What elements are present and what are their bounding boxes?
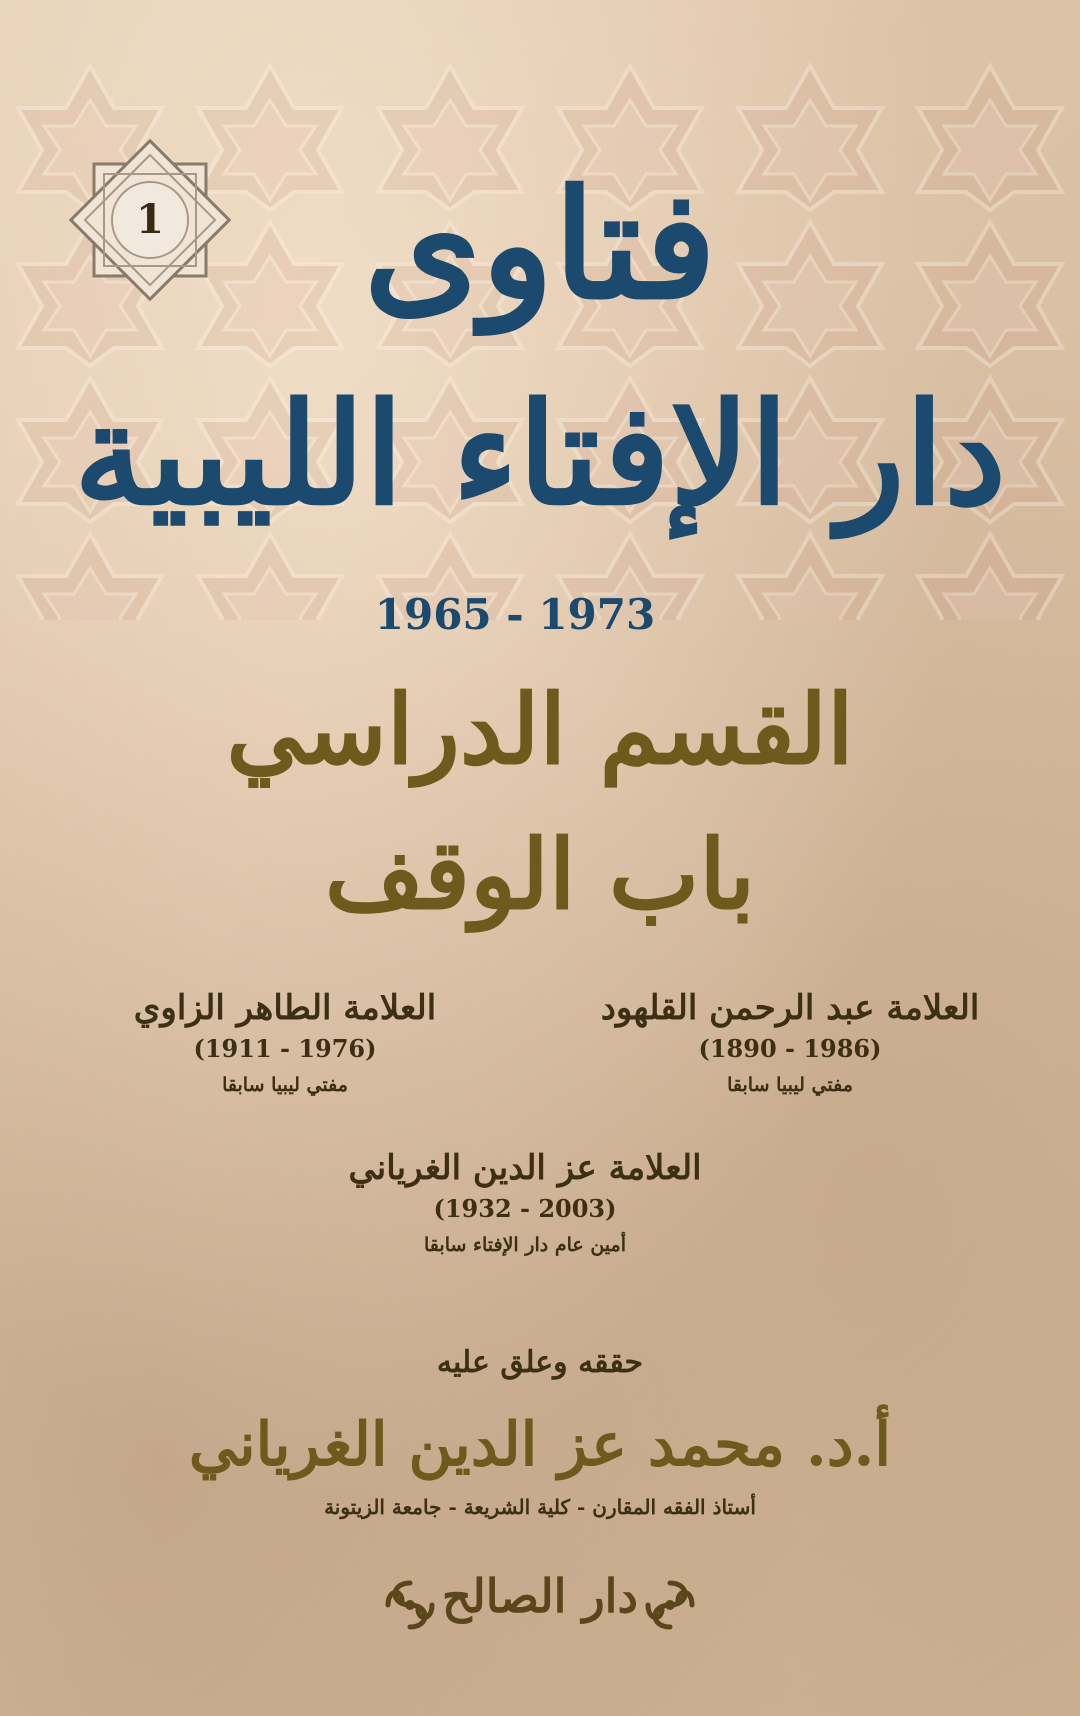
volume-number: 1 bbox=[136, 196, 164, 243]
ornament-left-icon bbox=[380, 1575, 440, 1635]
author-years: (1911 - 1976) bbox=[193, 1034, 377, 1063]
author-block-ghariani bbox=[310, 1145, 740, 1263]
author-role: أمين عام دار الإفتاء سابقا bbox=[424, 1234, 626, 1256]
editor-name: أ.د. محمد عز الدين الغرياني bbox=[188, 1410, 892, 1480]
title-line-1: فتاوى bbox=[363, 157, 717, 333]
publisher-name: دار الصالح bbox=[442, 1569, 638, 1623]
author-years: (1890 - 1986) bbox=[698, 1034, 882, 1063]
author-name: العلامة عز الدين الغرياني bbox=[348, 1148, 702, 1188]
publisher-logo bbox=[380, 1565, 700, 1645]
title-line-2: دار الإفتاء الليبية bbox=[73, 373, 1007, 537]
ornament-right-icon bbox=[640, 1575, 700, 1635]
author-name: العلامة الطاهر الزاوي bbox=[133, 988, 437, 1028]
author-years: (1932 - 2003) bbox=[433, 1194, 617, 1223]
author-role: مفتي ليبيا سابقا bbox=[222, 1074, 348, 1096]
author-block-qalhud bbox=[575, 985, 1005, 1103]
editor-intro: حققه وعلق عليه bbox=[436, 1345, 644, 1380]
author-block-zawi bbox=[70, 985, 500, 1103]
subtitle-line-1: القسم الدراسي bbox=[226, 673, 854, 786]
author-name: العلامة عبد الرحمن القلهود bbox=[600, 988, 980, 1028]
editor-role: أستاذ الفقه المقارن - كلية الشريعة - جامعة الزيتونة bbox=[324, 1495, 756, 1519]
author-role: مفتي ليبيا سابقا bbox=[727, 1074, 853, 1096]
title-years: 1965 - 1973 bbox=[374, 590, 656, 639]
subtitle-line-2: باب الوقف bbox=[324, 818, 756, 931]
